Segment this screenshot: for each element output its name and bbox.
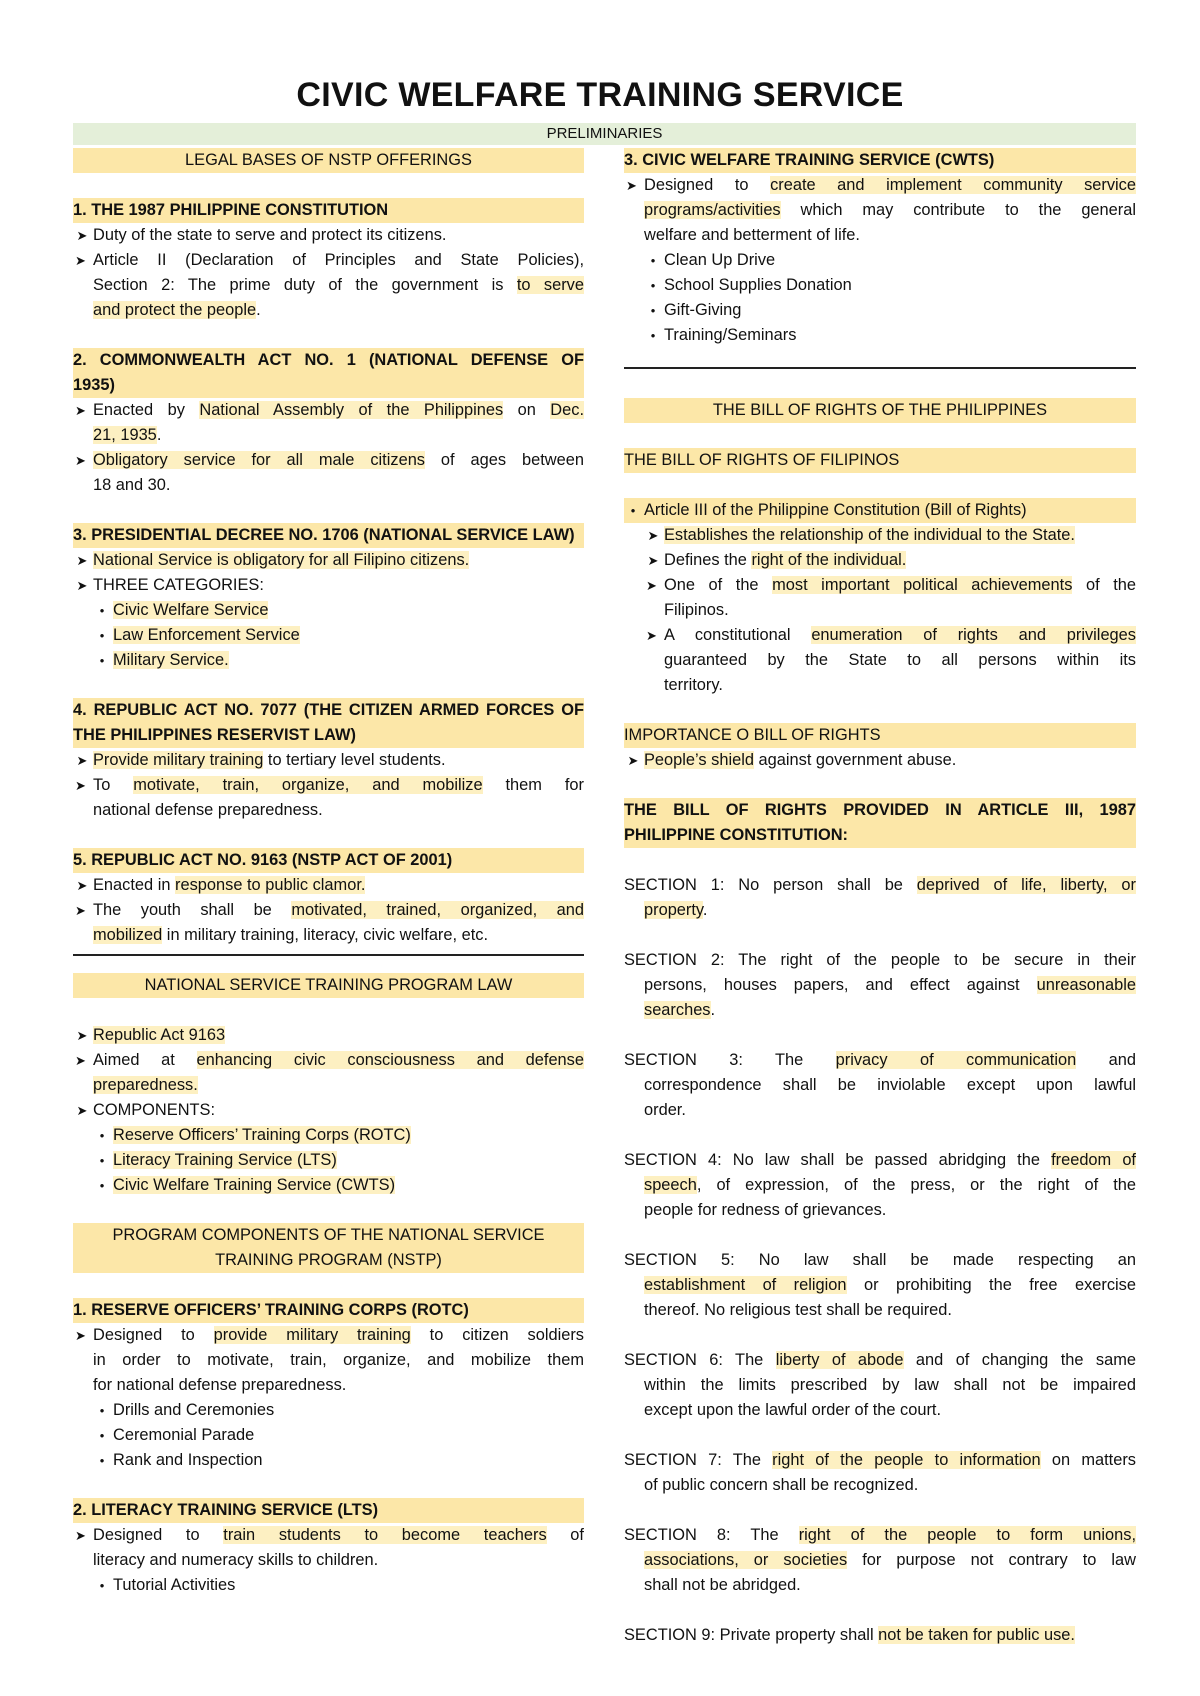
sub-list-item: ➤ A constitutional enumeration of rights and privileges bbox=[624, 623, 1136, 648]
section-1: SECTION 1: No person shall be deprived of life, liberty, or bbox=[624, 876, 1136, 894]
sub-list-item: • Clean Up Drive bbox=[624, 248, 1136, 273]
dot-bullet-icon: • bbox=[99, 1403, 105, 1418]
arrow-bullet-icon: ➤ bbox=[647, 528, 659, 543]
list-item-continuation: for national defense preparedness. bbox=[93, 1376, 347, 1394]
arrow-bullet-icon: ➤ bbox=[75, 1528, 86, 1543]
program-components-heading-cont: TRAINING PROGRAM (NSTP) bbox=[73, 1248, 584, 1273]
list-item-continuation: in order to motivate, train, organize, and mobilize them bbox=[93, 1351, 584, 1369]
sub-list-item: • Gift-Giving bbox=[624, 298, 1136, 323]
list-item: ➤ Designed to provide military training to citizen soldiers bbox=[73, 1323, 584, 1348]
section-2: SECTION 2: The right of the people to be secure in their bbox=[624, 951, 1136, 969]
sub-list-item: • Civic Welfare Service bbox=[73, 598, 584, 623]
section-8: SECTION 8: The right of the people to form unions, bbox=[624, 1526, 1137, 1544]
commonwealth-heading: 2. COMMONWEALTH ACT NO. 1 (NATIONAL DEFENSE OF bbox=[73, 348, 584, 373]
arrow-bullet-icon: ➤ bbox=[646, 578, 657, 593]
provided-heading-cont: PHILIPPINE CONSTITUTION: bbox=[624, 823, 1136, 848]
constitution-heading: 1. THE 1987 PHILIPPINE CONSTITUTION bbox=[73, 198, 584, 223]
list-item: ➤ COMPONENTS: bbox=[73, 1098, 584, 1123]
dot-bullet-icon: • bbox=[99, 603, 105, 618]
section-3-cont: order. bbox=[644, 1101, 686, 1119]
sub-list-item: • Training/Seminars bbox=[624, 323, 1136, 348]
sub-list-item-continuation: territory. bbox=[664, 676, 723, 694]
section-9: SECTION 9: Private property shall not be taken for public use. bbox=[624, 1626, 1075, 1644]
dot-bullet-icon: • bbox=[99, 1128, 105, 1143]
sub-list-item-continuation: guaranteed by the State to all persons within its bbox=[664, 651, 1136, 669]
sub-list-item: ➤ Defines the right of the individual. bbox=[624, 548, 1136, 573]
section-divider bbox=[73, 948, 584, 960]
sub-list-item: • Law Enforcement Service bbox=[73, 623, 584, 648]
list-item-continuation: national defense preparedness. bbox=[93, 801, 323, 819]
list-item: ➤ THREE CATEGORIES: bbox=[73, 573, 584, 598]
article-iii-item: • Article III of the Philippine Constitution (Bill of Rights) bbox=[624, 498, 1136, 523]
dot-bullet-icon: • bbox=[650, 328, 656, 343]
right-column bbox=[624, 148, 1136, 1648]
section-8-cont: associations, or societies for purpose not contrary to law bbox=[644, 1551, 1136, 1569]
sub-list-item: • Literacy Training Service (LTS) bbox=[73, 1148, 584, 1173]
sub-list-item: ➤ Establishes the relationship of the individual to the State. bbox=[624, 523, 1136, 548]
list-item: ➤ Enacted by National Assembly of the Philippines on Dec. bbox=[73, 398, 584, 423]
section-6-cont: within the limits prescribed by law shall not be impaired bbox=[644, 1376, 1136, 1394]
list-item-continuation: programs/activities which may contribute to the general bbox=[644, 201, 1136, 219]
rotc-heading: 1. RESERVE OFFICERS’ TRAINING CORPS (ROTC) bbox=[73, 1298, 584, 1323]
list-item: ➤ The youth shall be motivated, trained, organized, and bbox=[73, 898, 584, 923]
arrow-bullet-icon: ➤ bbox=[75, 903, 86, 918]
nstp-law-heading: NATIONAL SERVICE TRAINING PROGRAM LAW bbox=[73, 973, 584, 998]
arrow-bullet-icon: ➤ bbox=[75, 403, 86, 418]
section-1-cont: property. bbox=[644, 901, 708, 919]
section-2-cont: persons, houses papers, and effect against unreasonable bbox=[644, 976, 1136, 994]
list-item: ➤ Article II (Declaration of Principles and State Policies), bbox=[73, 248, 584, 273]
section-4: SECTION 4: No law shall be passed abridging the freedom of bbox=[624, 1151, 1136, 1169]
presidential-decree-heading: 3. PRESIDENTIAL DECREE NO. 1706 (NATIONAL SERVICE LAW) bbox=[73, 523, 584, 548]
arrow-bullet-icon: ➤ bbox=[76, 878, 88, 893]
list-item: ➤ Designed to train students to become teachers of bbox=[73, 1523, 584, 1548]
list-item: ➤ Designed to create and implement community service bbox=[624, 173, 1136, 198]
lts-heading: 2. LITERACY TRAINING SERVICE (LTS) bbox=[73, 1498, 584, 1523]
commonwealth-heading-cont: 1935) bbox=[73, 373, 584, 398]
list-item-continuation: 18 and 30. bbox=[93, 476, 171, 494]
arrow-bullet-icon: ➤ bbox=[647, 553, 659, 568]
section-8-cont: shall not be abridged. bbox=[644, 1576, 801, 1594]
list-item-continuation: literacy and numeracy skills to children. bbox=[93, 1551, 379, 1569]
section-5-cont: thereof. No religious test shall be required. bbox=[644, 1301, 952, 1319]
section-7-cont: of public concern shall be recognized. bbox=[644, 1476, 919, 1494]
legal-bases-heading: LEGAL BASES OF NSTP OFFERINGS bbox=[73, 148, 584, 173]
preliminaries-banner: PRELIMINARIES bbox=[73, 123, 1136, 145]
arrow-bullet-icon: ➤ bbox=[76, 753, 88, 768]
sub-list-item: • Military Service. bbox=[73, 648, 584, 673]
dot-bullet-icon: • bbox=[99, 1178, 105, 1193]
arrow-bullet-icon: ➤ bbox=[75, 453, 86, 468]
republic-act-7077-heading: 4. REPUBLIC ACT NO. 7077 (THE CITIZEN ARMED FORCES OF bbox=[73, 698, 584, 723]
cwts-heading: 3. CIVIC WELFARE TRAINING SERVICE (CWTS) bbox=[624, 148, 1136, 173]
list-item: ➤ Aimed at enhancing civic consciousness and defense bbox=[73, 1048, 584, 1073]
sub-list-item: • Reserve Officers’ Training Corps (ROTC) bbox=[73, 1123, 584, 1148]
arrow-bullet-icon: ➤ bbox=[627, 753, 639, 768]
arrow-bullet-icon: ➤ bbox=[75, 1053, 86, 1068]
arrow-bullet-icon: ➤ bbox=[76, 228, 88, 243]
arrow-bullet-icon: ➤ bbox=[626, 178, 637, 193]
list-item: ➤ Republic Act 9163 bbox=[73, 1023, 584, 1048]
list-item: ➤ Enacted in response to public clamor. bbox=[73, 873, 584, 898]
dot-bullet-icon: • bbox=[99, 628, 105, 643]
section-3-cont: correspondence shall be inviolable except upon lawful bbox=[644, 1076, 1136, 1094]
arrow-bullet-icon: ➤ bbox=[76, 1028, 88, 1043]
bill-of-rights-ph-heading: THE BILL OF RIGHTS OF THE PHILIPPINES bbox=[624, 398, 1136, 423]
section-6: SECTION 6: The liberty of abode and of changing the same bbox=[624, 1351, 1136, 1369]
section-6-cont: except upon the lawful order of the court. bbox=[644, 1401, 942, 1419]
left-column bbox=[73, 148, 584, 1598]
dot-bullet-icon: • bbox=[99, 1578, 105, 1593]
section-2-cont: searches. bbox=[644, 1001, 716, 1019]
provided-heading: THE BILL OF RIGHTS PROVIDED IN ARTICLE III, 1987 bbox=[624, 798, 1136, 823]
sub-list-item: • Tutorial Activities bbox=[73, 1573, 584, 1598]
dot-bullet-icon: • bbox=[650, 303, 656, 318]
list-item-continuation: welfare and betterment of life. bbox=[644, 226, 860, 244]
section-divider bbox=[624, 361, 1136, 373]
list-item-continuation: and protect the people. bbox=[93, 301, 261, 319]
list-item: ➤ Provide military training to tertiary level students. bbox=[73, 748, 584, 773]
arrow-bullet-icon: ➤ bbox=[75, 253, 86, 268]
document-title: CIVIC WELFARE TRAINING SERVICE bbox=[296, 76, 904, 114]
section-7: SECTION 7: The right of the people to information on matters bbox=[624, 1451, 1136, 1469]
republic-act-9163-heading: 5. REPUBLIC ACT NO. 9163 (NSTP ACT OF 2001) bbox=[73, 848, 584, 873]
section-4-cont: people for redness of grievances. bbox=[644, 1201, 887, 1219]
section-4-cont: speech, of expression, of the press, or the right of the bbox=[644, 1176, 1136, 1194]
dot-bullet-icon: • bbox=[99, 1153, 105, 1168]
dot-bullet-icon: • bbox=[650, 253, 656, 268]
sub-list-item: • School Supplies Donation bbox=[624, 273, 1136, 298]
dot-bullet-icon: • bbox=[99, 653, 105, 668]
arrow-bullet-icon: ➤ bbox=[646, 628, 657, 643]
sub-list-item-continuation: Filipinos. bbox=[664, 601, 729, 619]
arrow-bullet-icon: ➤ bbox=[75, 778, 86, 793]
dot-bullet-icon: • bbox=[99, 1428, 105, 1443]
arrow-bullet-icon: ➤ bbox=[75, 1328, 86, 1343]
list-item-continuation: preparedness. bbox=[93, 1076, 198, 1094]
sub-list-item: • Ceremonial Parade bbox=[73, 1423, 584, 1448]
list-item: ➤ National Service is obligatory for all Filipino citizens. bbox=[73, 548, 584, 573]
dot-bullet-icon: • bbox=[630, 503, 636, 518]
arrow-bullet-icon: ➤ bbox=[76, 1103, 88, 1118]
importance-heading: IMPORTANCE O BILL OF RIGHTS bbox=[624, 723, 1136, 748]
list-item-continuation: Section 2: The prime duty of the government is to serve bbox=[93, 276, 584, 294]
sub-list-item: • Civic Welfare Training Service (CWTS) bbox=[73, 1173, 584, 1198]
bill-of-rights-filipinos-heading: THE BILL OF RIGHTS OF FILIPINOS bbox=[624, 448, 1136, 473]
dot-bullet-icon: • bbox=[99, 1453, 105, 1468]
list-item: ➤ To motivate, train, organize, and mobilize them for bbox=[73, 773, 584, 798]
list-item-continuation: mobilized in military training, literacy, civic welfare, etc. bbox=[93, 926, 489, 944]
list-item: ➤ Duty of the state to serve and protect its citizens. bbox=[73, 223, 584, 248]
sub-list-item: • Drills and Ceremonies bbox=[73, 1398, 584, 1423]
republic-act-7077-heading-cont: THE PHILIPPINES RESERVIST LAW) bbox=[73, 723, 584, 748]
section-5: SECTION 5: No law shall be made respecting an bbox=[624, 1251, 1136, 1269]
arrow-bullet-icon: ➤ bbox=[76, 553, 88, 568]
section-5-cont: establishment of religion or prohibiting the free exercise bbox=[644, 1276, 1136, 1294]
sub-list-item: ➤ One of the most important political achievements of the bbox=[624, 573, 1136, 598]
section-3: SECTION 3: The privacy of communication and bbox=[624, 1051, 1136, 1069]
program-components-heading: PROGRAM COMPONENTS OF THE NATIONAL SERVICE bbox=[73, 1223, 584, 1248]
dot-bullet-icon: • bbox=[650, 278, 656, 293]
list-item: ➤ Obligatory service for all male citizens of ages between bbox=[73, 448, 584, 473]
list-item: ➤ People’s shield against government abuse. bbox=[624, 748, 1136, 773]
sub-list-item: • Rank and Inspection bbox=[73, 1448, 584, 1473]
arrow-bullet-icon: ➤ bbox=[76, 578, 88, 593]
list-item-continuation: 21, 1935. bbox=[93, 426, 162, 444]
